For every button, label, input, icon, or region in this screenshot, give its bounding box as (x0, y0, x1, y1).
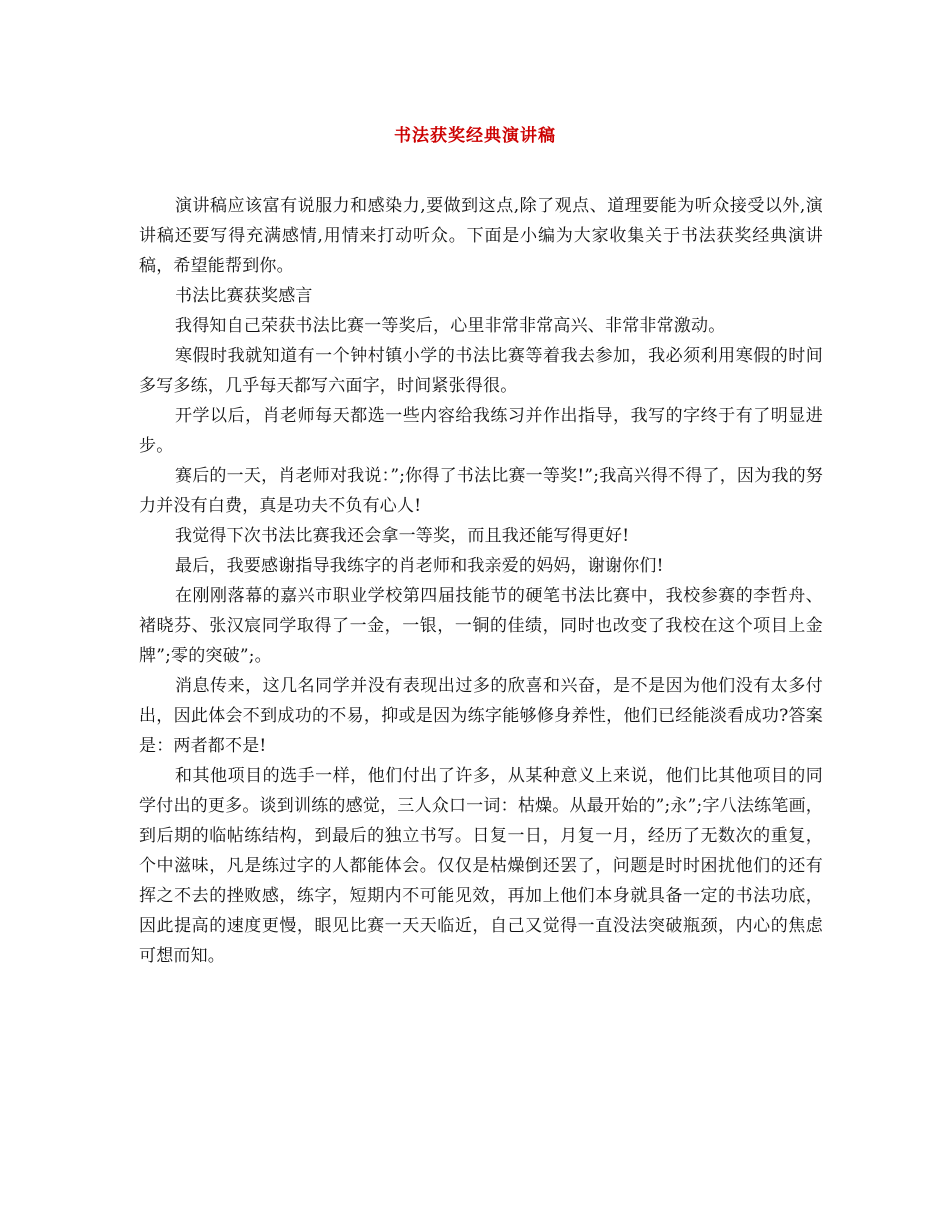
paragraph: 赛后的一天，肖老师对我说：”;你得了书法比赛一等奖!”;我高兴得不得了，因为我的努力并没有白费，真是功夫不负有心人! (139, 466, 823, 516)
paragraph: 我得知自己荣获书法比赛一等奖后，心里非常非常高兴、非常非常激动。 (175, 316, 726, 336)
paragraph: 最后，我要感谢指导我练字的肖老师和我亲爱的妈妈，谢谢你们! (175, 556, 664, 576)
paragraph: 和其他项目的选手一样，他们付出了许多，从某种意义上来说，他们比其他项目的同学付出的更多。谈到训练的感觉，三人众口一词：枯燥。从最开始的”;永”;字八法练笔画，到后期的临帖练结构，到最后的独立书写。日复一日，月复一月，经历了无数次的重复，个中滋味，凡是练过字的人都能体会。仅仅是枯燥倒还罢了，问题是时时困扰他们的还有挥之不去的挫败感，练字，短期内不可能见效，再加上他们本身就具备一定的书法功底，因此提高的速度更慢，眼见比赛一天天临近，自己又觉得一直没法突破瓶颈，内心的焦虑可想而知。 (139, 766, 823, 966)
document-body (139, 191, 823, 971)
paragraph: 在刚刚落幕的嘉兴市职业学校第四届技能节的硬笔书法比赛中，我校参赛的李哲舟、褚晓芬、张汉宸同学取得了一金，一银，一铜的佳绩，同时也改变了我校在这个项目上金牌”;零的突破”;。 (139, 586, 823, 666)
paragraph-intro: 演讲稿应该富有说服力和感染力,要做到这点,除了观点、道理要能为听众接受以外,演讲稿还要写得充满感情,用情来打动听众。下面是小编为大家收集关于书法获奖经典演讲稿，希望能帮到你。 (139, 196, 823, 276)
paragraph-subheading: 书法比赛获奖感言 (175, 286, 313, 306)
paragraph: 开学以后，肖老师每天都选一些内容给我练习并作出指导，我写的字终于有了明显进步。 (139, 406, 823, 456)
paragraph: 寒假时我就知道有一个钟村镇小学的书法比赛等着我去参加，我必须利用寒假的时间多写多练，几乎每天都写六面字，时间紧张得很。 (139, 346, 823, 396)
paragraph: 消息传来，这几名同学并没有表现出过多的欣喜和兴奋，是不是因为他们没有太多付出，因此体会不到成功的不易，抑或是因为练字能够修身养性，他们已经能淡看成功?答案是：两者都不是! (139, 676, 823, 756)
paragraph: 我觉得下次书法比赛我还会拿一等奖，而且我还能写得更好! (175, 526, 630, 546)
document-title: 书法获奖经典演讲稿 (394, 126, 556, 146)
